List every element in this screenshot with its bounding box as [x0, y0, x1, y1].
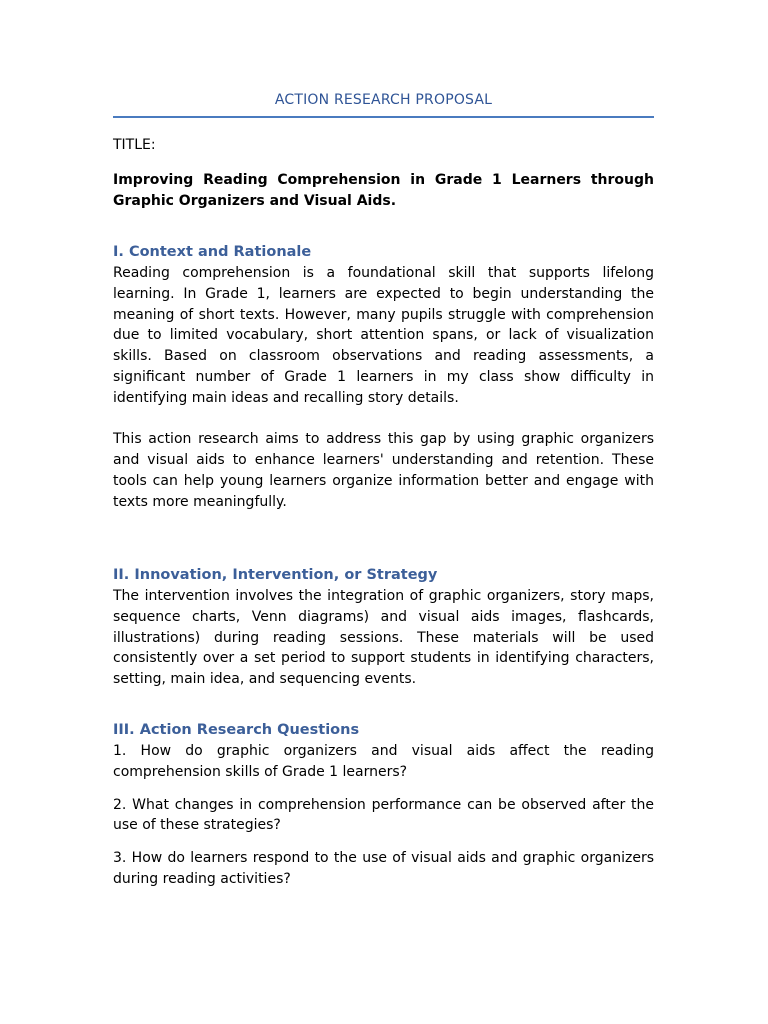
section-innovation-intervention-strategy [113, 565, 654, 690]
document-header-title: ACTION RESEARCH PROPOSAL [274, 92, 493, 108]
research-question: 1. How do graphic organizers and visual aids affect the reading comprehension skills of Grade 1 learners? [113, 743, 654, 780]
section-context-and-rationale [113, 242, 654, 513]
paragraph: The intervention involves the integration of graphic organizers, story maps, sequence charts, Venn diagrams) and visual aids images, flashcards, illustrations) during reading sessions. These materials will be used consistently over a set period to support students in identifying characters, setting, main idea, and sequencing events. [113, 588, 654, 688]
section-heading: I. Context and Rationale [113, 244, 312, 260]
paragraph: This action research aims to address this gap by using graphic organizers and visual aids to enhance learners' understanding and retention. These tools can help young learners organize information better and engage with texts more meaningfully. [113, 431, 654, 510]
section-action-research-questions [113, 720, 654, 902]
research-question: 3. How do learners respond to the use of visual aids and graphic organizers during reading activities? [113, 850, 654, 887]
research-title: Improving Reading Comprehension in Grade 1 Learners through Graphic Organizers and Visual Aids. [113, 172, 654, 209]
research-question: 2. What changes in comprehension performance can be observed after the use of these strategies? [113, 796, 654, 834]
title-underline-rule [113, 116, 654, 118]
paragraph: Reading comprehension is a foundational skill that supports lifelong learning. In Grade 1, learners are expected to begin understanding the meaning of short texts. However, many pupils struggle with comprehension due to limited vocabulary, short attention spans, or lack of visualization skills. Based on classroom observations and reading assessments, a significant number of Grade 1 learners in my class show difficulty in identifying main ideas and recalling story details. [113, 265, 654, 406]
title-label: TITLE: [113, 137, 156, 153]
section-heading: III. Action Research Questions [113, 722, 360, 738]
section-heading: II. Innovation, Intervention, or Strategy [113, 567, 438, 583]
